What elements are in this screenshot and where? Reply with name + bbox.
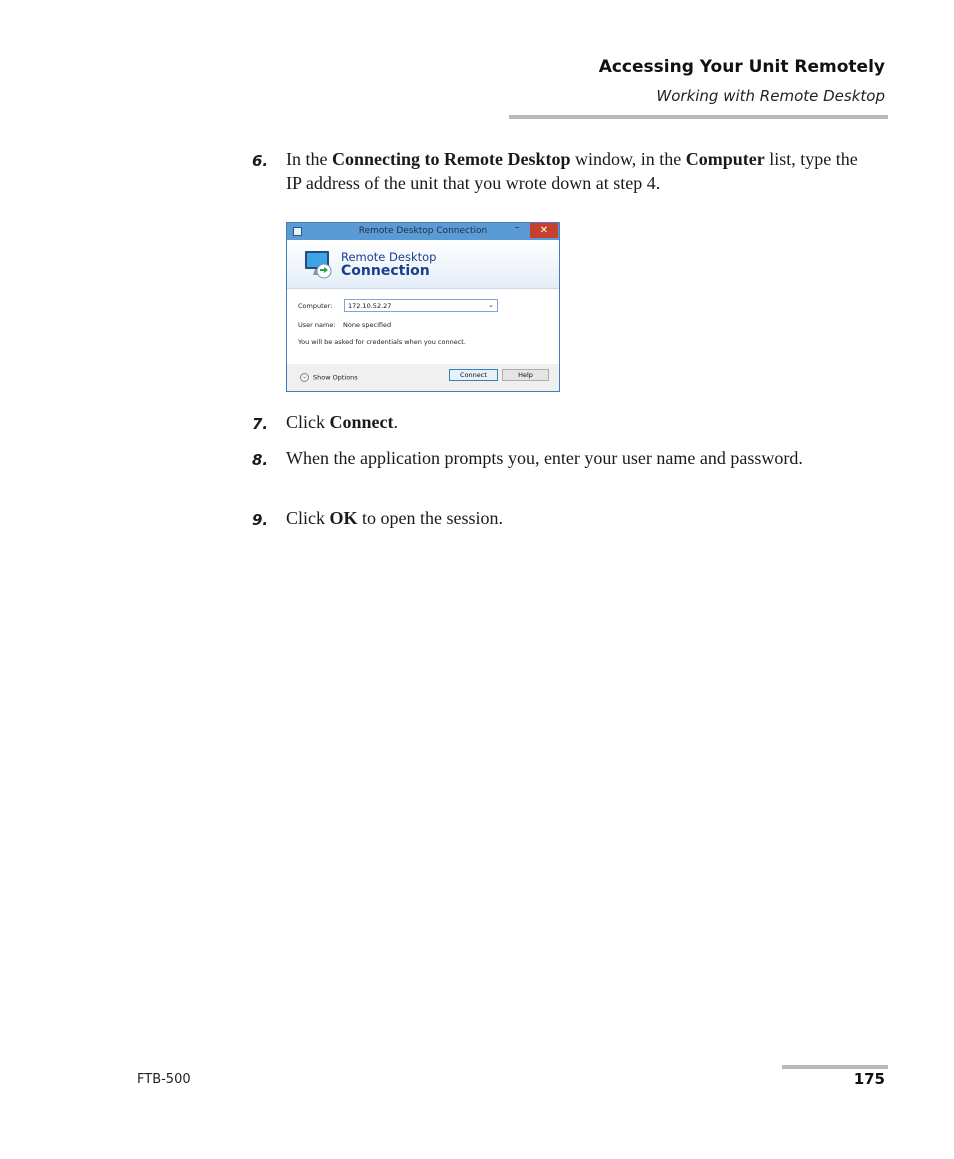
computer-combobox[interactable] bbox=[344, 299, 498, 312]
product-name: FTB-500 bbox=[137, 1072, 191, 1087]
close-button[interactable]: ✕ bbox=[530, 223, 558, 238]
minimize-button[interactable]: – bbox=[514, 222, 520, 233]
header-rule bbox=[509, 115, 888, 119]
computer-value: 172.10.52.27 bbox=[348, 302, 392, 310]
page-number: 175 bbox=[853, 1070, 885, 1088]
step-number: 6. bbox=[252, 152, 269, 170]
step-8 bbox=[252, 446, 862, 470]
credentials-note: You will be asked for credentials when you connect. bbox=[298, 338, 466, 346]
dialog-banner bbox=[287, 240, 559, 289]
chevron-down-icon[interactable]: ⌄ bbox=[488, 301, 494, 309]
remote-desktop-connection-dialog bbox=[286, 222, 560, 392]
dialog-footer bbox=[287, 364, 559, 391]
dialog-title: Remote Desktop Connection bbox=[358, 226, 488, 236]
dialog-titlebar bbox=[287, 223, 559, 240]
banner-line-2: Connection bbox=[341, 263, 430, 279]
step-text: When the application prompts you, enter your user name and password. bbox=[286, 448, 803, 468]
username-value: None specified bbox=[343, 321, 392, 329]
step-text: Click OK to open the session. bbox=[286, 508, 504, 528]
step-number: 9. bbox=[252, 511, 269, 529]
running-header-subtitle: Working with Remote Desktop bbox=[656, 87, 885, 105]
show-options-label: Show Options bbox=[313, 373, 358, 382]
step-9 bbox=[252, 506, 862, 530]
expand-icon: ⌄ bbox=[300, 373, 309, 382]
running-header-title: Accessing Your Unit Remotely bbox=[598, 57, 885, 77]
computer-label: Computer: bbox=[298, 302, 333, 310]
banner-line-1: Remote Desktop bbox=[341, 250, 437, 264]
show-options-toggle[interactable] bbox=[300, 373, 358, 382]
monitor-network-icon bbox=[302, 248, 334, 280]
connect-button[interactable]: Connect bbox=[449, 369, 498, 381]
step-number: 8. bbox=[252, 451, 269, 469]
step-6 bbox=[252, 147, 862, 195]
footer-rule bbox=[782, 1065, 888, 1069]
username-label: User name: bbox=[298, 321, 336, 329]
step-7 bbox=[252, 410, 862, 434]
step-text: Click Connect. bbox=[286, 412, 398, 432]
help-button[interactable]: Help bbox=[502, 369, 549, 381]
step-text: In the Connecting to Remote Desktop window, in the Computer list, type the IP address of the unit that you wrote down at step 4. bbox=[286, 149, 858, 193]
step-number: 7. bbox=[252, 415, 269, 433]
dialog-body bbox=[287, 289, 559, 364]
